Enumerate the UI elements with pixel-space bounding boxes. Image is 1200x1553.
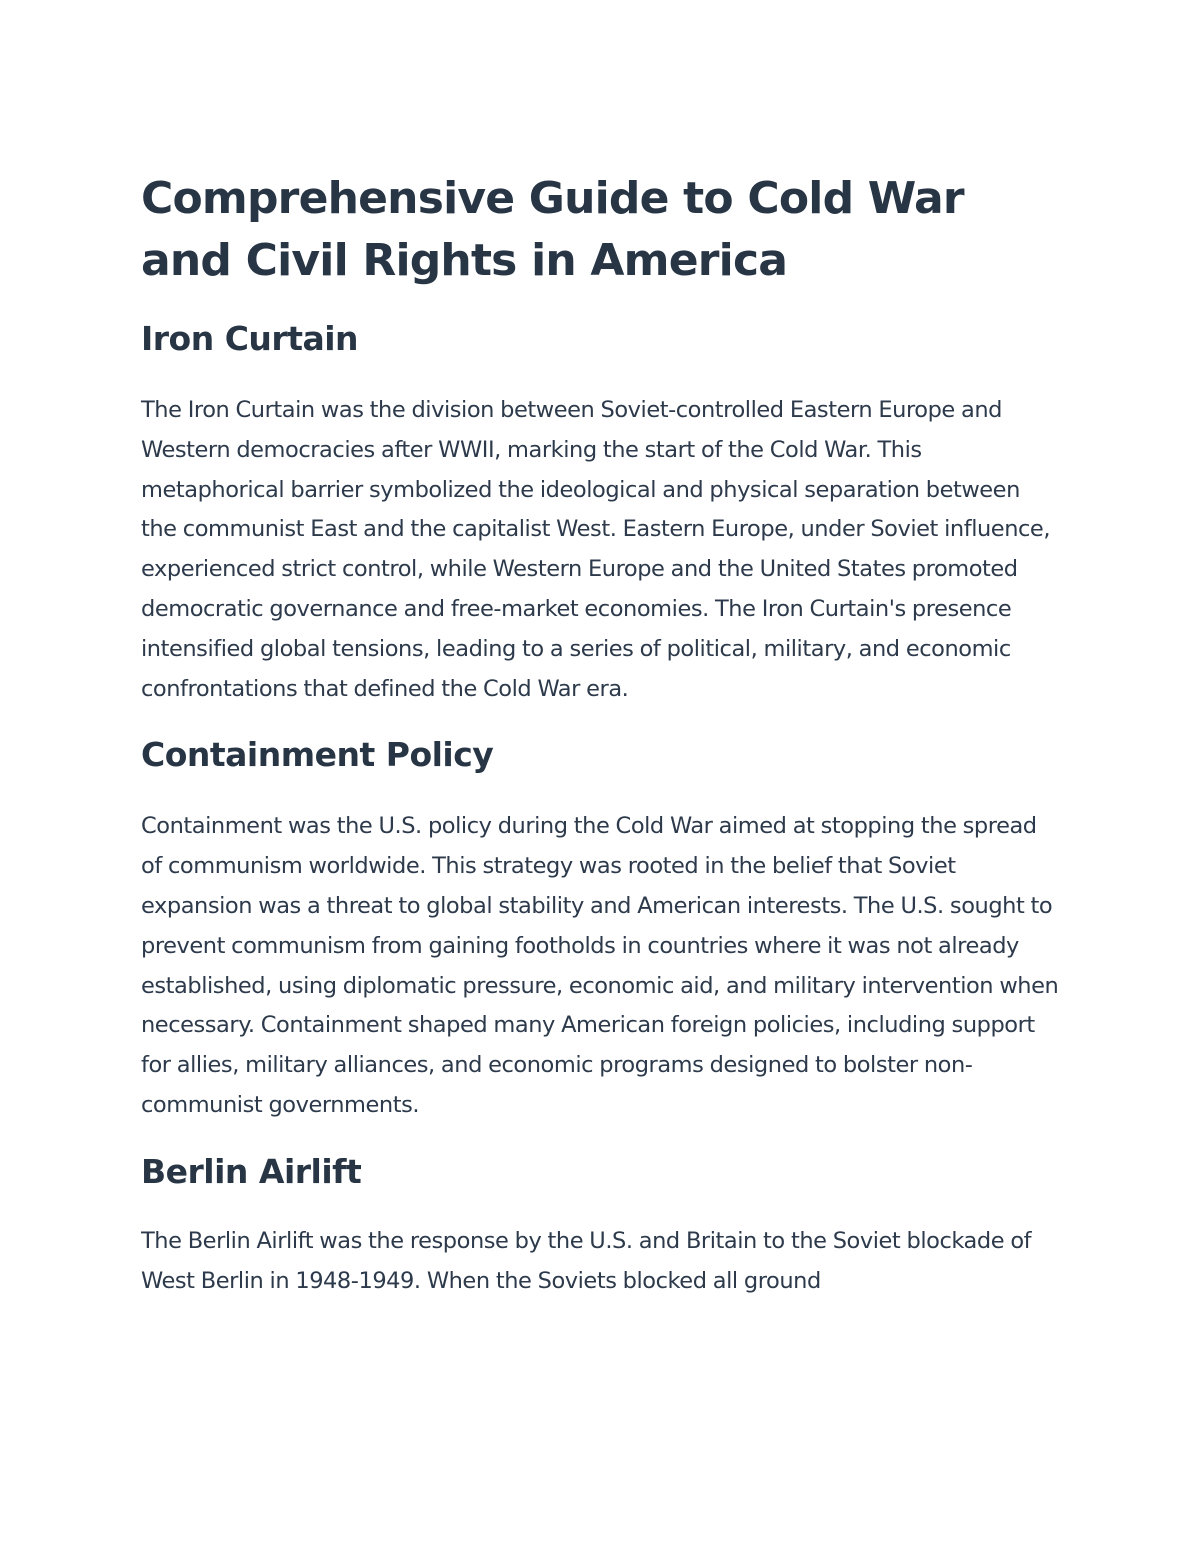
section-heading-berlin-airlift: Berlin Airlift [141, 1151, 362, 1191]
page-title: Comprehensive Guide to Cold War and Civil Rights in America [141, 173, 964, 286]
section-body-iron-curtain: The Iron Curtain was the division between Soviet-controlled Eastern Europe and Western democracies after WWII, marking the start of the Cold War. This metaphorical barrier symbolized the ideological and physical separation between the communist East and the capitalist West. Eastern Europe, under Soviet influence, experienced strict control, while Western Europe and the United States promoted democratic governance and free-market economies. The Iron Curtain's presence intensified global tensions, leading to a series of political, military, and economic confrontations that defined the Cold War era. [141, 397, 1051, 702]
section-heading-containment-policy: Containment Policy [141, 735, 494, 775]
section-body-containment-policy: Containment was the U.S. policy during the Cold War aimed at stopping the spread of communism worldwide. This strategy was rooted in the belief that Soviet expansion was a threat to global stability and American interests. The U.S. sought to prevent communism from gaining footholds in countries where it was not already established, using diplomatic pressure, economic aid, and military intervention when necessary. Containment shaped many American foreign policies, including support for allies, military alliances, and economic programs designed to bolster non-communist governments. [141, 813, 1059, 1118]
document-page [141, 168, 1061, 1302]
section-heading-iron-curtain: Iron Curtain [141, 319, 359, 358]
section-body-berlin-airlift: The Berlin Airlift was the response by the U.S. and Britain to the Soviet blockade of West Berlin in 1948-1949. When the Soviets blocked all ground [141, 1227, 1032, 1294]
